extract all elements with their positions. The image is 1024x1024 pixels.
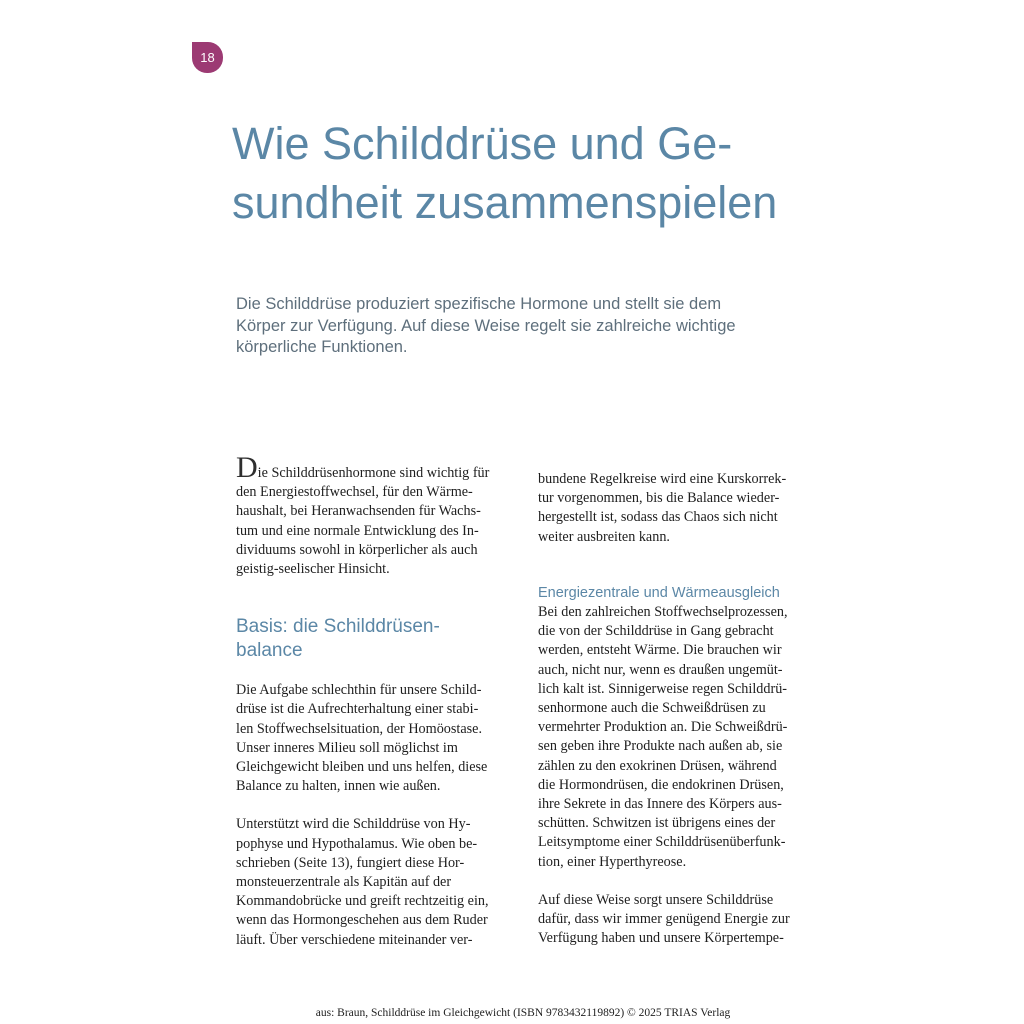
- body-line: Unterstützt wird die Schilddrüse von Hy-: [236, 816, 471, 833]
- body-line: sen geben ihre Produkte nach außen ab, sie: [538, 738, 783, 755]
- body-line: wenn das Hormongeschehen aus dem Ruder: [236, 912, 488, 929]
- body-line: hergestellt ist, sodass das Chaos sich nicht: [538, 509, 778, 526]
- section-heading-basis: [236, 615, 516, 663]
- body-line: werden, entsteht Wärme. Die brauchen wir: [538, 642, 782, 659]
- body-line: Leitsymptome einer Schilddrüsenüberfunk-: [538, 834, 786, 851]
- body-line: drüse ist die Aufrechterhaltung einer stabi-: [236, 701, 479, 718]
- body-paragraph: [236, 815, 516, 949]
- body-line: tur vorgenommen, bis die Balance wieder-: [538, 490, 780, 507]
- body-line: weiter ausbreiten kann.: [538, 528, 670, 545]
- body-line: schütten. Schwitzen ist übrigens eines der: [538, 815, 776, 832]
- body-line: Auf diese Weise sorgt unsere Schilddrüse: [538, 891, 774, 908]
- lead-line: Die Schilddrüse produziert spezifische Hormone und stellt sie dem: [236, 295, 722, 313]
- page-title: [232, 114, 852, 232]
- body-line: Kommandobrücke und greift rechtzeitig ein,: [236, 893, 489, 910]
- body-paragraph: [538, 470, 818, 547]
- body-line: senhormone auch die Schweißdrüsen zu: [538, 700, 766, 717]
- body-line: Verfügung haben und unsere Körpertempe-: [538, 930, 784, 947]
- body-line: schrieben (Seite 13), fungiert diese Hor-: [236, 854, 465, 871]
- heading-line: Basis: die Schilddrüsen-: [236, 616, 440, 638]
- intro-paragraph: [236, 451, 516, 579]
- title-line: Wie Schilddrüse und Ge-: [232, 118, 733, 169]
- heading-line: balance: [236, 640, 303, 662]
- lead-paragraph: [236, 294, 796, 359]
- body-line: die Hormondrüsen, die endokrinen Drüsen,: [538, 776, 784, 793]
- body-line: die von der Schilddrüse in Gang gebracht: [538, 623, 774, 640]
- body-line: auch, nicht nur, wenn es draußen ungemüt-: [538, 661, 783, 678]
- intro-line: geistig-seelischer Hinsicht.: [236, 561, 390, 578]
- body-line: Unser inneres Milieu soll möglichst im: [236, 739, 458, 756]
- title-line: sundheit zusammenspielen: [232, 177, 778, 228]
- intro-line: tum und eine normale Entwicklung des In-: [236, 522, 479, 539]
- intro-line: dividuums sowohl in körperlicher als auch: [236, 541, 478, 558]
- intro-line: haushalt, bei Heranwachsenden für Wachs-: [236, 503, 481, 520]
- left-column: [236, 451, 516, 950]
- body-line: ihre Sekrete in das Innere des Körpers aus-: [538, 796, 782, 813]
- section-heading-energiezentrale: Energiezentrale und Wärmeausgleich: [538, 584, 780, 601]
- body-paragraph: [538, 603, 818, 872]
- body-line: läuft. Über verschiedene miteinander ver-: [236, 931, 473, 948]
- body-paragraph: [236, 681, 516, 796]
- body-line: Gleichgewicht bleiben und uns helfen, diese: [236, 759, 488, 776]
- body-line: Die Aufgabe schlechthin für unsere Schild-: [236, 682, 482, 699]
- intro-line: den Energiestoffwechsel, für den Wärme-: [236, 484, 473, 501]
- intro-text: ie Schilddrüsenhormone sind wichtig für: [257, 465, 490, 481]
- lead-line: Körper zur Verfügung. Auf diese Weise regelt sie zahlreiche wichtige: [236, 316, 736, 335]
- lead-line: körperliche Funktionen.: [236, 338, 408, 356]
- right-column: [538, 470, 818, 948]
- body-line: monsteuerzentrale als Kapitän auf der: [236, 874, 452, 891]
- body-line: bundene Regelkreise wird eine Kurskorrek-: [538, 471, 787, 487]
- intro-line: [236, 451, 516, 484]
- body-line: pophyse und Hypothalamus. Wie oben be-: [236, 835, 478, 852]
- body-line: Bei den zahlreichen Stoffwechselprozessen,: [538, 604, 788, 621]
- source-footer: aus: Braun, Schilddrüse im Gleichgewicht (ISBN 9783432119892) © 2025 TRIAS Verlag: [315, 1007, 731, 1019]
- body-line: lich kalt ist. Sinnigerweise regen Schilddrü-: [538, 680, 788, 697]
- body-line: tion, einer Hyperthyreose.: [538, 853, 687, 870]
- body-line: dafür, dass wir immer genügend Energie zur: [538, 911, 790, 928]
- drop-cap: D: [236, 451, 258, 484]
- body-line: Balance zu halten, innen wie außen.: [236, 778, 441, 795]
- page-number-badge: 18: [192, 42, 223, 73]
- body-line: zählen zu den exokrinen Drüsen, während: [538, 757, 777, 774]
- body-line: vermehrter Produktion an. Die Schweißdrü-: [538, 719, 788, 736]
- body-paragraph: [538, 891, 818, 949]
- body-line: len Stoffwechselsituation, der Homöostase.: [236, 720, 483, 737]
